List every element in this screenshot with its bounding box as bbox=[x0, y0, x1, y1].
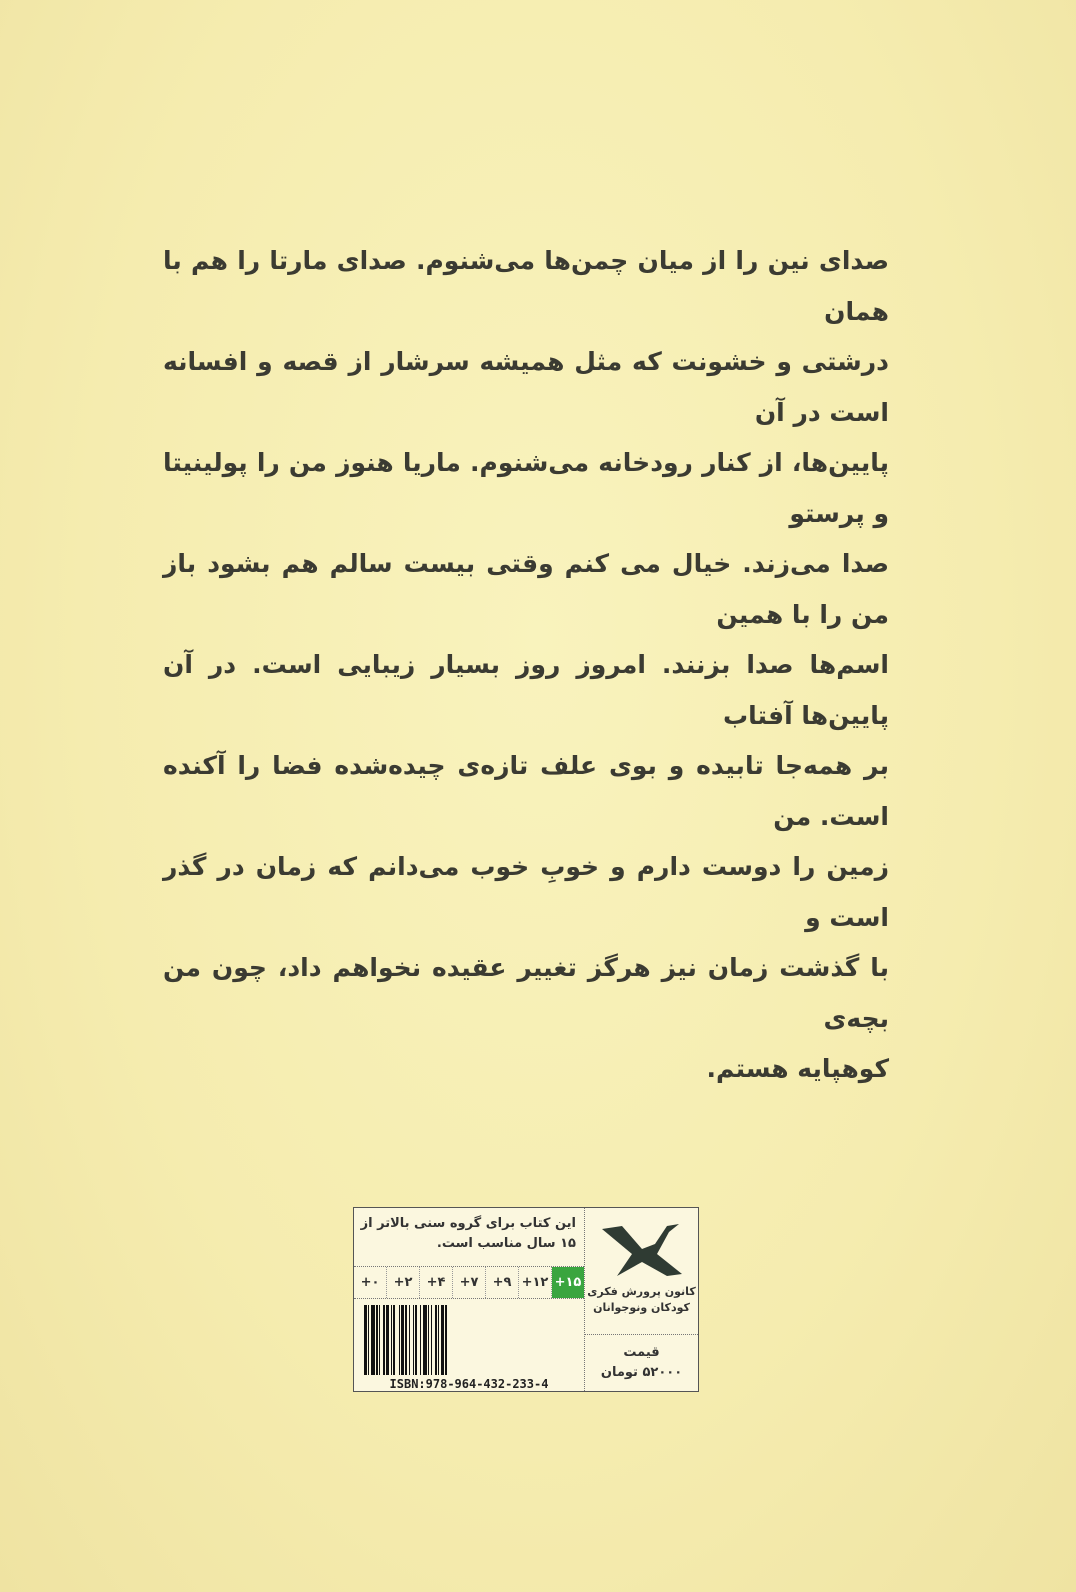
info-box bbox=[353, 1207, 699, 1392]
price-value: ۵۲۰۰۰ تومان bbox=[600, 1365, 683, 1380]
blurb-line: پایین‌ها، از کنار رودخانه می‌شنوم. ماریا هنوز من را پولینیتا و پرستو bbox=[163, 448, 889, 528]
age-group: +۰ bbox=[354, 1267, 387, 1299]
age-group: +۹ bbox=[486, 1267, 519, 1299]
publisher-name-line: کانون پرورش فکری bbox=[587, 1285, 696, 1298]
blurb-line: اسم‌ها صدا بزنند. امروز روز بسیار زیبایی است. در آن پایین‌ها آفتاب bbox=[163, 650, 889, 730]
back-cover-blurb bbox=[163, 236, 889, 1095]
blurb-line: بر همه‌جا تابیده و بوی علف تازه‌ی چیده‌شده فضا را آکنده است. من bbox=[163, 751, 889, 831]
blurb-line: درشتی و خشونت که مثل همیشه سرشار از قصه و افسانه است در آن bbox=[163, 347, 889, 427]
age-group: +۷ bbox=[453, 1267, 486, 1299]
age-group-selected: +۱۵ bbox=[552, 1267, 584, 1299]
age-groups bbox=[354, 1266, 584, 1300]
publisher-name-line: کودکان ونوجوانان bbox=[593, 1301, 690, 1314]
blurb-line: صدا می‌زند. خیال می کنم وقتی بیست سالم هم بشود باز من را با همین bbox=[163, 549, 889, 629]
age-group: +۱۲ bbox=[519, 1267, 552, 1299]
blurb-line: صدای نین را از میان چمن‌ها می‌شنوم. صدای مارتا را هم با همان bbox=[163, 246, 889, 326]
barcode-bar bbox=[447, 1305, 448, 1375]
age-group: +۴ bbox=[420, 1267, 453, 1299]
price bbox=[585, 1335, 698, 1391]
barcode bbox=[364, 1305, 574, 1375]
bird-logo-icon bbox=[597, 1214, 687, 1284]
age-note: این کتاب برای گروه سنی بالاتر از ۱۵ سال مناسب است. bbox=[360, 1216, 576, 1251]
publisher-panel bbox=[585, 1208, 698, 1391]
publisher-logo bbox=[585, 1208, 698, 1335]
blurb-line: با گذشت زمان نیز هرگز تغییر عقیده نخواهم داد، چون من بچه‌ی bbox=[163, 953, 889, 1033]
age-group: +۲ bbox=[387, 1267, 420, 1299]
age-barcode-panel bbox=[354, 1208, 585, 1391]
isbn: ISBN:978-964-432-233-4 bbox=[389, 1377, 549, 1391]
blurb-line: زمین را دوست دارم و خوبِ خوب می‌دانم که زمان در گذر است و bbox=[163, 852, 889, 932]
price-label: قیمت bbox=[623, 1345, 660, 1360]
blurb-line: کوهپایه هستم. bbox=[706, 1054, 889, 1083]
